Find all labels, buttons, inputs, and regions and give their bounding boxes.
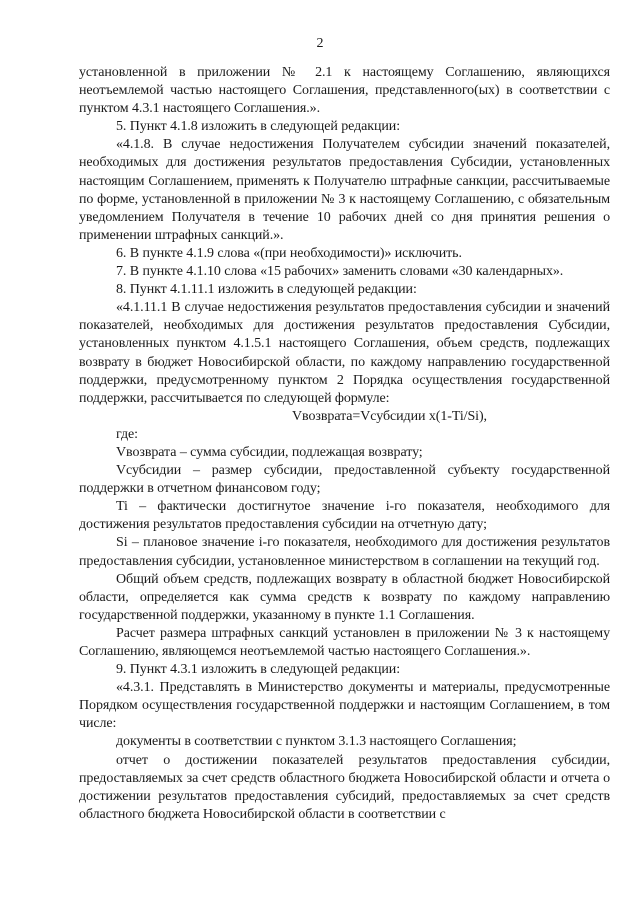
paragraph-item-7: 7. В пункте 4.1.10 слова «15 рабочих» заменить словами «30 календарных». [116,264,564,280]
paragraph-clause-4-1-8: «4.1.8. В случае недостижения Получателем субсидии значений показателей, необходимых для достижения результатов предоставления Субсидии, установленных настоящим Соглашением, применять к Получателю штрафные санкции, рассчитываемые по форме, установленной в приложении № 3 к настоящему Соглашению, с обязательным уведомлением Получателя в течение 10 рабочих дней со дня принятия решения о применении штрафных санкций.». [79,137,610,243]
paragraph-total-volume: Общий объем средств, подлежащих возврату в областной бюджет Новосибирской области, определяется как сумма средств к возврату по каждому направлению государственной поддержки, указанному в пункте 1.1 Соглашения. [79,571,610,623]
paragraph-item-9: 9. Пункт 4.3.1 изложить в следующей редакции: [116,662,401,678]
paragraph-continuation: установленной в приложении № 2.1 к настоящему Соглашению, являющихся неотъемлемой частью настоящего Соглашения, представленного(ых) в соответствии с пунктом 4.3.1 настоящего Соглашения.». [79,65,610,117]
formula: Vвозврата=Vсубсидии x(1-Ti/Si), [292,408,487,424]
definition-ti: Ti – фактически достигнутое значение i-го показателя, необходимого для достижения результатов предоставления субсидии на отчетную дату; [79,499,610,533]
paragraph-clause-4-3-1: «4.3.1. Представлять в Министерство документы и материалы, предусмотренные Порядком осуществления государственной поддержки и настоящим Соглашением, в том числе: [79,680,610,732]
definition-si: Si – плановое значение i-го показателя, необходимого для достижения результатов предоставления субсидии, установленное министерством в соглашении на текущий год. [79,535,610,569]
paragraph-where: где: [116,426,138,442]
document-body [79,64,610,824]
paragraph-item-6: 6. В пункте 4.1.9 слова «(при необходимости)» исключить. [116,245,462,261]
paragraph-item-8: 8. Пункт 4.1.11.1 изложить в следующей редакции: [116,282,417,298]
page-number: 2 [316,36,324,51]
paragraph-clause-4-1-11-1: «4.1.11.1 В случае недостижения результатов предоставления субсидии и значений показателей, необходимых для достижения результатов предоставления Субсидии, установленных пунктом 4.1.5.1 настоящего Соглашения, объем средств, подлежащих возврату в бюджет Новосибирской области, по каждому направлению государственной поддержки, предусмотренному пунктом 2 Порядка осуществления государственной поддержки, рассчитывается по следующей формуле: [79,300,610,406]
paragraph-report: отчет о достижении показателей результатов предоставления субсидии, предоставляемых за счет средств областного бюджета Новосибирской области и отчета о достижении результатов предоставления субсидий, предоставляемых за счет средств областного бюджета Новосибирской области в соответствии с [79,752,610,822]
paragraph-documents: документы в соответствии с пунктом 3.1.3 настоящего Соглашения; [116,734,517,750]
definition-v-return: Vвозврата – сумма субсидии, подлежащая возврату; [116,444,423,460]
paragraph-penalty-calculation: Расчет размера штрафных санкций установлен в приложении № 3 к настоящему Соглашению, являющемся неотъемлемой частью настоящего Соглашения.». [79,625,610,659]
definition-v-subsidy: Vсубсидии – размер субсидии, предоставленной субъекту государственной поддержки в отчетном финансовом году; [79,463,610,497]
paragraph-item-5: 5. Пункт 4.1.8 изложить в следующей редакции: [116,119,401,135]
